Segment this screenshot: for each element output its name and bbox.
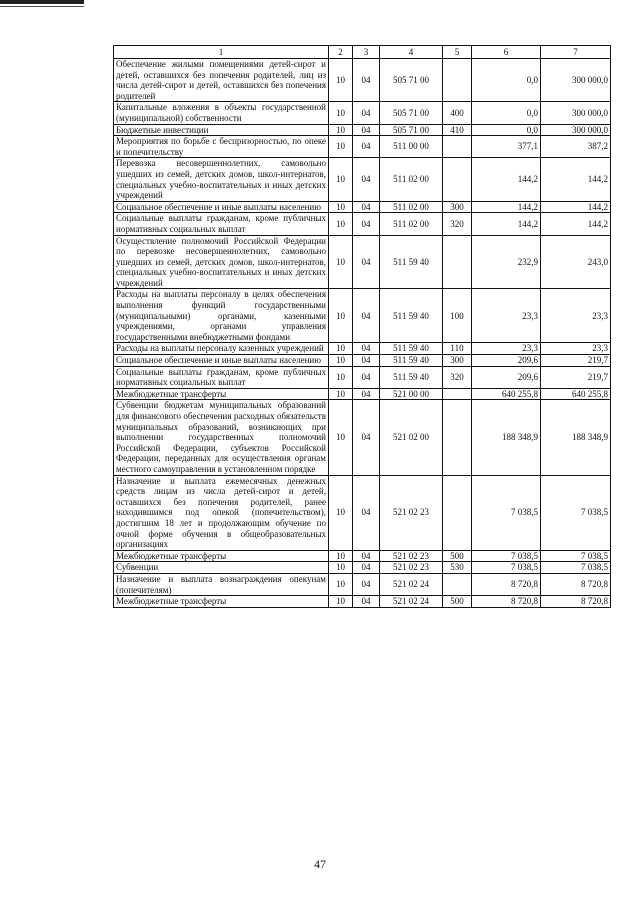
cell-amount-year-1: 232,9	[472, 235, 541, 289]
cell-subsection: 04	[353, 343, 380, 355]
cell-target-article: 511 02 00	[380, 213, 443, 235]
cell-amount-year-2: 300 000,0	[541, 124, 611, 136]
table-row	[114, 550, 611, 562]
cell-expense-type	[443, 475, 472, 550]
cell-target-article: 521 02 24	[380, 573, 443, 595]
cell-amount-year-2: 8 720,8	[541, 596, 611, 608]
cell-section: 10	[329, 343, 353, 355]
cell-section: 10	[329, 136, 353, 158]
cell-amount-year-2: 300 000,0	[541, 59, 611, 102]
cell-subsection: 04	[353, 136, 380, 158]
col-header: 6	[472, 46, 541, 59]
cell-expense-type: 320	[443, 366, 472, 388]
cell-amount-year-2: 144,2	[541, 213, 611, 235]
cell-description: Назначение и выплата вознаграждения опекунам (попечителям)	[114, 573, 329, 595]
cell-description: Назначение и выплата ежемесячных денежных средств лицам из числа детей-сирот и детей, оставшихся без попечения родителей, ранее находившимся под опекой (попечительством), достигшим 18 лет и продолжающим обучение по очной форме обучения в общеобразовательных организациях	[114, 475, 329, 550]
col-header: 3	[353, 46, 380, 59]
cell-amount-year-2: 243,0	[541, 235, 611, 289]
cell-subsection: 04	[353, 573, 380, 595]
cell-amount-year-2: 7 038,5	[541, 475, 611, 550]
cell-amount-year-2: 23,3	[541, 343, 611, 355]
cell-description: Межбюджетные трансферты	[114, 388, 329, 400]
cell-expense-type: 110	[443, 343, 472, 355]
col-header: 7	[541, 46, 611, 59]
cell-description: Социальные выплаты гражданам, кроме публичных нормативных социальных выплат	[114, 213, 329, 235]
cell-subsection: 04	[353, 59, 380, 102]
table-row	[114, 201, 611, 213]
cell-subsection: 04	[353, 158, 380, 201]
table-row	[114, 355, 611, 367]
cell-section: 10	[329, 201, 353, 213]
cell-description: Мероприятия по борьбе с беспризорностью, по опеке и попечительству	[114, 136, 329, 158]
cell-amount-year-1: 144,2	[472, 201, 541, 213]
cell-expense-type	[443, 158, 472, 201]
col-header: 1	[114, 46, 329, 59]
cell-subsection: 04	[353, 550, 380, 562]
cell-description: Обеспечение жилыми помещениями детей-сирот и детей, оставшихся без попечения родителей, лиц из числа детей-сирот и детей, оставшихся без попечения родителей	[114, 59, 329, 102]
cell-section: 10	[329, 596, 353, 608]
cell-target-article: 521 00 00	[380, 388, 443, 400]
cell-subsection: 04	[353, 475, 380, 550]
cell-amount-year-2: 300 000,0	[541, 102, 611, 124]
cell-target-article: 505 71 00	[380, 124, 443, 136]
cell-target-article: 511 59 40	[380, 235, 443, 289]
cell-expense-type	[443, 388, 472, 400]
cell-amount-year-1: 8 720,8	[472, 596, 541, 608]
cell-subsection: 04	[353, 102, 380, 124]
cell-subsection: 04	[353, 355, 380, 367]
cell-subsection: 04	[353, 562, 380, 574]
cell-expense-type: 400	[443, 102, 472, 124]
cell-expense-type: 300	[443, 201, 472, 213]
page-number: 47	[314, 857, 326, 871]
cell-amount-year-1: 0,0	[472, 124, 541, 136]
cell-target-article: 505 71 00	[380, 102, 443, 124]
cell-amount-year-1: 7 038,5	[472, 550, 541, 562]
col-header: 5	[443, 46, 472, 59]
col-header: 4	[380, 46, 443, 59]
cell-expense-type	[443, 59, 472, 102]
cell-amount-year-2: 219,7	[541, 366, 611, 388]
cell-description: Перевозка несовершеннолетних, самовольно ушедших из семей, детских домов, школ-интернатов, специальных учебно-воспитательных и иных детских учреждений	[114, 158, 329, 201]
table-row	[114, 596, 611, 608]
cell-amount-year-1: 188 348,9	[472, 400, 541, 475]
cell-description: Социальное обеспечение и иные выплаты населению	[114, 355, 329, 367]
cell-subsection: 04	[353, 388, 380, 400]
table-row	[114, 124, 611, 136]
cell-subsection: 04	[353, 366, 380, 388]
cell-subsection: 04	[353, 124, 380, 136]
cell-target-article: 511 59 40	[380, 343, 443, 355]
table-row	[114, 343, 611, 355]
cell-section: 10	[329, 573, 353, 595]
cell-description: Расходы на выплаты персоналу казенных учреждений	[114, 343, 329, 355]
cell-section: 10	[329, 562, 353, 574]
table-row	[114, 158, 611, 201]
cell-section: 10	[329, 550, 353, 562]
cell-expense-type: 100	[443, 289, 472, 343]
cell-target-article: 511 00 00	[380, 136, 443, 158]
cell-amount-year-1: 23,3	[472, 289, 541, 343]
cell-section: 10	[329, 124, 353, 136]
cell-section: 10	[329, 102, 353, 124]
cell-amount-year-2: 144,2	[541, 201, 611, 213]
cell-expense-type: 410	[443, 124, 472, 136]
cell-amount-year-1: 144,2	[472, 158, 541, 201]
cell-amount-year-1: 7 038,5	[472, 562, 541, 574]
cell-section: 10	[329, 388, 353, 400]
cell-amount-year-1: 0,0	[472, 102, 541, 124]
table-row	[114, 289, 611, 343]
cell-amount-year-1: 0,0	[472, 59, 541, 102]
cell-description: Капитальные вложения в объекты государственной (муниципальной) собственности	[114, 102, 329, 124]
cell-target-article: 521 02 00	[380, 400, 443, 475]
cell-expense-type	[443, 136, 472, 158]
table-row	[114, 59, 611, 102]
cell-amount-year-1: 377,1	[472, 136, 541, 158]
cell-amount-year-2: 188 348,9	[541, 400, 611, 475]
cell-expense-type: 500	[443, 596, 472, 608]
cell-amount-year-2: 219,7	[541, 355, 611, 367]
cell-section: 10	[329, 355, 353, 367]
cell-amount-year-1: 209,6	[472, 366, 541, 388]
cell-description: Межбюджетные трансферты	[114, 596, 329, 608]
cell-target-article: 511 02 00	[380, 158, 443, 201]
cell-section: 10	[329, 213, 353, 235]
cell-subsection: 04	[353, 596, 380, 608]
cell-target-article: 505 71 00	[380, 59, 443, 102]
cell-amount-year-1: 7 038,5	[472, 475, 541, 550]
cell-amount-year-1: 144,2	[472, 213, 541, 235]
col-header: 2	[329, 46, 353, 59]
cell-amount-year-2: 7 038,5	[541, 562, 611, 574]
cell-target-article: 511 59 40	[380, 355, 443, 367]
cell-expense-type: 320	[443, 213, 472, 235]
table-row	[114, 475, 611, 550]
table-row	[114, 366, 611, 388]
cell-description: Расходы на выплаты персоналу в целях обеспечения выполнения функций государственными (муниципальными) органами, казенными учреждениями, органами управления государственными внебюджетными фондами	[114, 289, 329, 343]
table-row	[114, 400, 611, 475]
cell-amount-year-2: 8 720,8	[541, 573, 611, 595]
cell-target-article: 521 02 23	[380, 562, 443, 574]
table-row	[114, 102, 611, 124]
cell-description: Бюджетные инвестиции	[114, 124, 329, 136]
cell-target-article: 521 02 23	[380, 550, 443, 562]
cell-target-article: 521 02 24	[380, 596, 443, 608]
table-row	[114, 388, 611, 400]
cell-amount-year-1: 640 255,8	[472, 388, 541, 400]
cell-subsection: 04	[353, 213, 380, 235]
cell-description: Субвенции	[114, 562, 329, 574]
cell-target-article: 511 59 40	[380, 289, 443, 343]
cell-expense-type: 500	[443, 550, 472, 562]
cell-subsection: 04	[353, 400, 380, 475]
table-row	[114, 573, 611, 595]
cell-section: 10	[329, 400, 353, 475]
cell-target-article: 521 02 23	[380, 475, 443, 550]
cell-section: 10	[329, 59, 353, 102]
cell-description: Осуществление полномочий Российской Федерации по перевозке несовершеннолетних, самовольно ушедших из семей, детских домов, школ-интернатов, специальных учебно-воспитательных и иных детских учреждений	[114, 235, 329, 289]
cell-section: 10	[329, 158, 353, 201]
table-header-row	[114, 46, 611, 59]
scan-edge-mark	[0, 0, 84, 4]
cell-target-article: 511 02 00	[380, 201, 443, 213]
cell-expense-type: 300	[443, 355, 472, 367]
cell-amount-year-2: 23,3	[541, 289, 611, 343]
table-row	[114, 562, 611, 574]
cell-description: Социальные выплаты гражданам, кроме публичных нормативных социальных выплат	[114, 366, 329, 388]
cell-amount-year-2: 144,2	[541, 158, 611, 201]
cell-amount-year-1: 8 720,8	[472, 573, 541, 595]
cell-description: Социальное обеспечение и иные выплаты населению	[114, 201, 329, 213]
cell-expense-type	[443, 573, 472, 595]
cell-expense-type	[443, 400, 472, 475]
budget-table	[113, 45, 611, 608]
cell-expense-type: 530	[443, 562, 472, 574]
cell-expense-type	[443, 235, 472, 289]
cell-amount-year-2: 640 255,8	[541, 388, 611, 400]
cell-subsection: 04	[353, 201, 380, 213]
scan-edge-line	[0, 6, 84, 7]
cell-section: 10	[329, 366, 353, 388]
cell-section: 10	[329, 289, 353, 343]
cell-target-article: 511 59 40	[380, 366, 443, 388]
cell-section: 10	[329, 475, 353, 550]
cell-amount-year-1: 23,3	[472, 343, 541, 355]
cell-subsection: 04	[353, 235, 380, 289]
cell-description: Субвенции бюджетам муниципальных образований для финансового обеспечения расходных обязательств муниципальных образований, возникающих при выполнении государственных полномочий Российской Федерации, субъектов Российской Федерации, переданных для осуществления органам местного самоуправления в установленном порядке	[114, 400, 329, 475]
cell-amount-year-1: 209,6	[472, 355, 541, 367]
cell-description: Межбюджетные трансферты	[114, 550, 329, 562]
table-row	[114, 213, 611, 235]
cell-section: 10	[329, 235, 353, 289]
table-row	[114, 235, 611, 289]
cell-amount-year-2: 7 038,5	[541, 550, 611, 562]
table-row	[114, 136, 611, 158]
cell-amount-year-2: 387,2	[541, 136, 611, 158]
cell-subsection: 04	[353, 289, 380, 343]
